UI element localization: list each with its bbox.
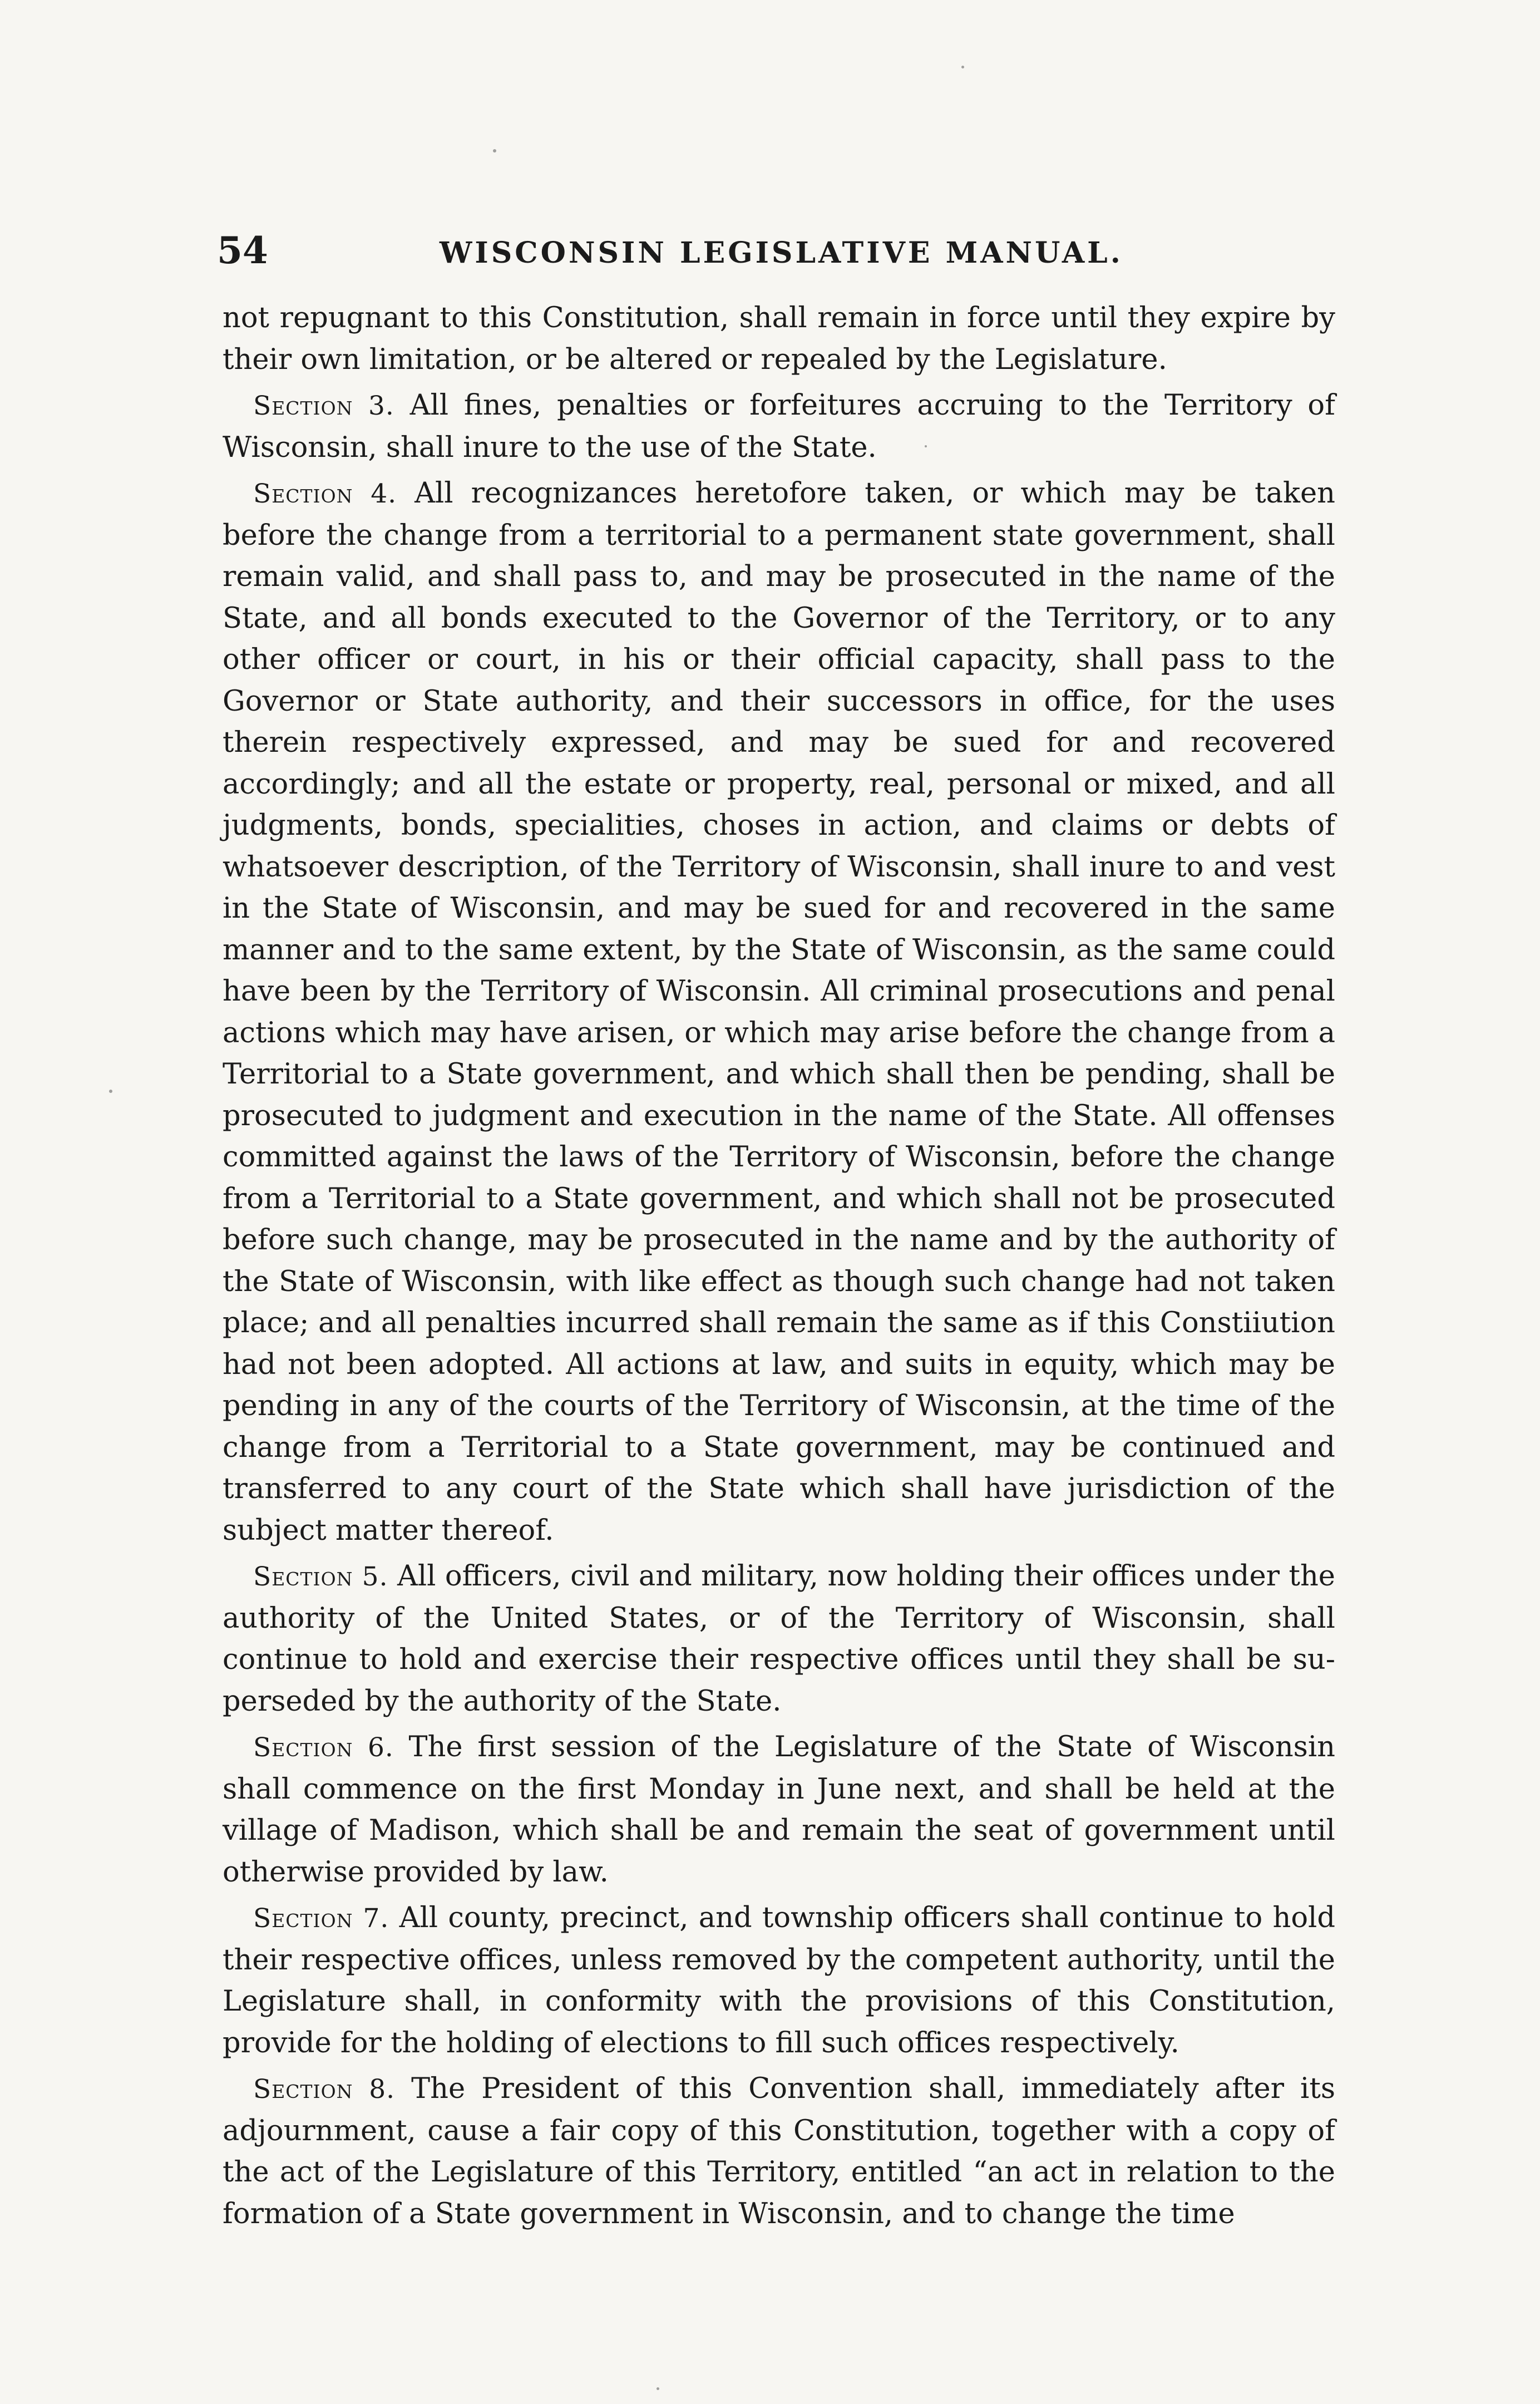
section-5-text: All officers, civil and military, now holding their offices under the authority of the United States, or of the Territory of Wisconsin, shall continue to hold and exercise their respective offices until they shall be superseded by the authority of the State. [223, 1560, 1335, 1718]
section-8-paragraph [223, 2068, 1335, 2235]
section-7-text: All county, precinct, and township officers shall continue to hold their respective offices, unless removed by the competent authority, until the Legislature shall, in conformity with the provisions of this Constitution, provide for the holding of elections to fill such offices respectively. [223, 1901, 1335, 2060]
section-7-label: Section 7. [253, 1903, 389, 1934]
section-7-paragraph [223, 1898, 1335, 2064]
running-head: WISCONSIN LEGISLATIVE MANUAL. [440, 236, 1123, 270]
section-3-paragraph [223, 385, 1335, 469]
paragraph-text: not repugnant to this Constitution, shall remain in force until they expire by their own limitation, or be altered or repealed by the Legislature. [223, 302, 1335, 376]
section-5-label: Section 5. [253, 1561, 388, 1592]
scan-speck [493, 149, 496, 152]
body-text [223, 298, 1335, 2235]
paragraph-continuation [223, 298, 1335, 381]
section-6-label: Section 6. [253, 1732, 394, 1763]
section-8-label: Section 8. [253, 2074, 396, 2105]
page-number: 54 [217, 229, 268, 272]
section-3-label: Section 3. [253, 391, 394, 421]
section-4-paragraph [223, 473, 1335, 1551]
scan-speck [961, 66, 964, 68]
section-8-text: The President of this Convention shall, immediately after its adjournment, cause a fair copy of this Constitution, together with a copy of the act of the Legislature of this Territory, entitled “an act in relation to the formation of a State government in Wisconsin, and to change the time [223, 2072, 1336, 2230]
scan-speck [657, 2387, 659, 2390]
scan-speck [925, 445, 927, 447]
section-6-paragraph [223, 1727, 1335, 1893]
section-6-text: The first session of the Legislature of the State of Wisconsin shall commence on the first Monday in June next, and shall be held at the village of Madison, which shall be and remain the seat of government until otherwise provided by law. [223, 1731, 1335, 1889]
page-header [217, 225, 1341, 287]
section-4-label: Section 4. [253, 479, 397, 509]
section-5-paragraph [223, 1556, 1335, 1722]
scan-speck [109, 1090, 112, 1093]
section-3-text: All fines, penalties or forfeitures accruing to the Territory of Wisconsin, shall inure to the use of the State. [223, 389, 1335, 464]
section-4-text: All recognizances heretofore taken, or which may be taken before the change from a territorial to a permanent state government, shall remain valid, and shall pass to, and may be prosecuted in the name of the State, and all bonds executed to the Governor of the Territory, or to any other officer or court, in his or their official capacity, shall pass to the Governor or State authority, and their successors in office, for the uses therein respectively expressed, and may be sued for and recovered accordingly; and all the estate or property, real, personal or mixed, and all judgments, bonds, specialities, choses in action, and claims or debts of whatsoever description, of the Territory of Wisconsin, shall inure to and vest in the State of Wisconsin, and may be sued for and recovered in the same manner and to the same extent, by the State of Wisconsin, as the same could have been by the Territory of Wisconsin. All criminal prosecutions and penal actions which may have arisen, or which may arise before the change from a Territorial to a State government, and which shall then be pending, shall be prosecuted to judgment and execution in the name of the State. All offenses committed against the laws of the Territory of Wisconsin, before the change from a Territorial to a State government, and which shall not be prosecuted before such change, may be prosecuted in the name and by the authority of the State of Wisconsin, with like effect as though such change had not taken place; and all penalties incurred shall remain the same as if this Constiiution had not been adopted. All actions at law, and suits in equity, which may be pending in any of the courts of the Territory of Wisconsin, at the time of the change from a Territorial to a State government, may be continued and transferred to any court of the State which shall have jurisdiction of the subject matter thereof. [223, 477, 1335, 1547]
